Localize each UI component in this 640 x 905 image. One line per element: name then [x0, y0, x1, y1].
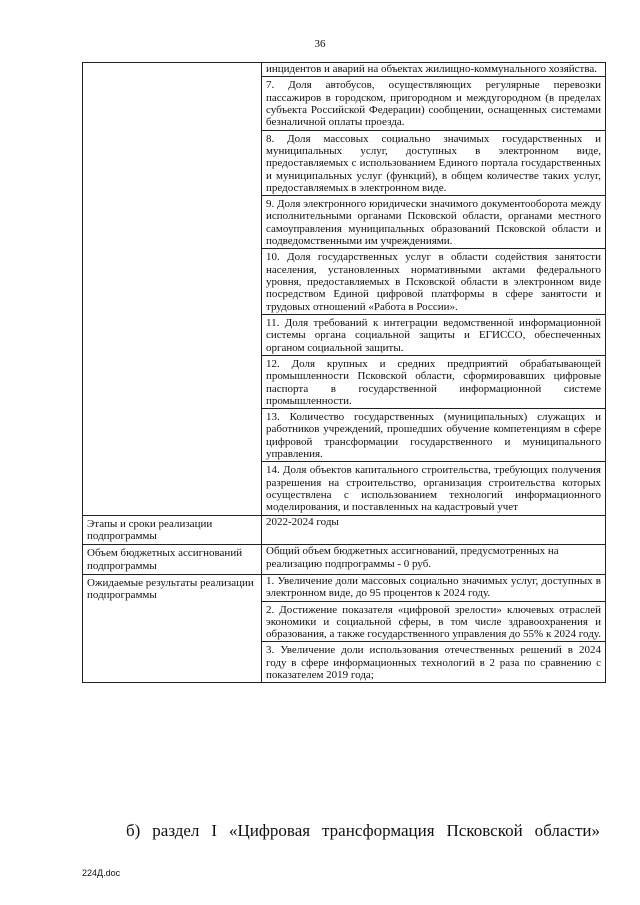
table-row-stages — [83, 515, 606, 545]
list-item: 14. Доля объектов капитального строительства, требующих получения разрешения на строительство, организация строительства которых осуществлена с использованием технологий информационного моделирования, и поставленных на кадастровый учет — [262, 461, 605, 514]
results-list — [262, 574, 606, 683]
row-label-budget: Объем бюджетных ассигнований подпрограммы — [83, 545, 262, 575]
table-row-results — [83, 574, 606, 683]
page-number: 36 — [314, 38, 326, 50]
list-item: 2. Достижение показателя «цифровой зрелости» ключевых отраслей экономики и социальной сферы, в том числе здравоохранения и образования, а также государственного управления до 55% к 2024 году. — [262, 601, 605, 642]
list-item: 11. Доля требований к интеграции ведомственной информационной системы органа социальной защиты и ЕГИССО, обеспеченных органом социальной защиты. — [262, 314, 605, 355]
row-label-results: Ожидаемые результаты реализации подпрограммы — [83, 574, 262, 683]
table-row-budget — [83, 545, 606, 575]
list-item: 8. Доля массовых социально значимых государственных и муниципальных услуг, доступных в электронном виде, предоставляемых с использованием Единого портала государственных и муниципальных услуг (функций), в общем количестве таких услуг, предоставляемых в электронном виде. — [262, 130, 605, 196]
indicator-list — [262, 63, 606, 516]
list-item: 7. Доля автобусов, осуществляющих регулярные перевозки пассажиров в городском, пригородном и междугородном (в пределах субъекта Российской Федерации) сообщении, оснащенных системами безналичной оплаты проезда. — [262, 76, 605, 129]
list-item: 12. Доля крупных и средних предприятий обрабатывающей промышленности Псковской области, сформировавших цифровые паспорта в государственной информационной системе промышленности. — [262, 355, 605, 408]
list-item: 1. Увеличение доли массовых социально значимых услуг, доступных в электронном виде, до 95 процентов к 2024 году. — [266, 574, 601, 600]
document-filename: 224Д.doc — [82, 868, 121, 878]
list-item: инцидентов и аварий на объектах жилищно-коммунального хозяйства. — [266, 63, 598, 75]
row-label-stages: Этапы и сроки реализации подпрограммы — [83, 515, 262, 545]
section-heading-line: б) раздел I «Цифровая трансформация Псковской области» — [126, 821, 600, 840]
table-row-indicators — [83, 63, 606, 516]
list-item: 9. Доля электронного юридически значимого документооборота между исполнительными органами Псковской области, органами местного самоуправления муниципальных образований Псковской области и подведомственными им учреждениями. — [262, 195, 605, 248]
list-item: 3. Увеличение доли использования отечественных решений в 2024 году в сфере информационных технологий в 2 раза по сравнению с показателем 2019 года; — [262, 641, 605, 682]
row-label-empty — [83, 63, 262, 516]
row-value-stages: 2022-2024 годы — [262, 515, 606, 545]
list-item: 13. Количество государственных (муниципальных) служащих и работников учреждений, прошедших обучение компетенциям в сфере цифровой трансформации государственного и муниципального управления. — [262, 408, 605, 461]
list-item: 10. Доля государственных услуг в области содействия занятости населения, установленных нормативными актами федерального уровня, предоставляемых в Псковской области в электронном виде посредством Единой цифровой платформы в сфере занятости и трудовых отношений «Работа в России». — [262, 248, 605, 314]
row-value-budget: Общий объем бюджетных ассигнований, предусмотренных на реализацию подпрограммы - 0 руб. — [262, 545, 606, 575]
passport-table — [82, 62, 606, 683]
